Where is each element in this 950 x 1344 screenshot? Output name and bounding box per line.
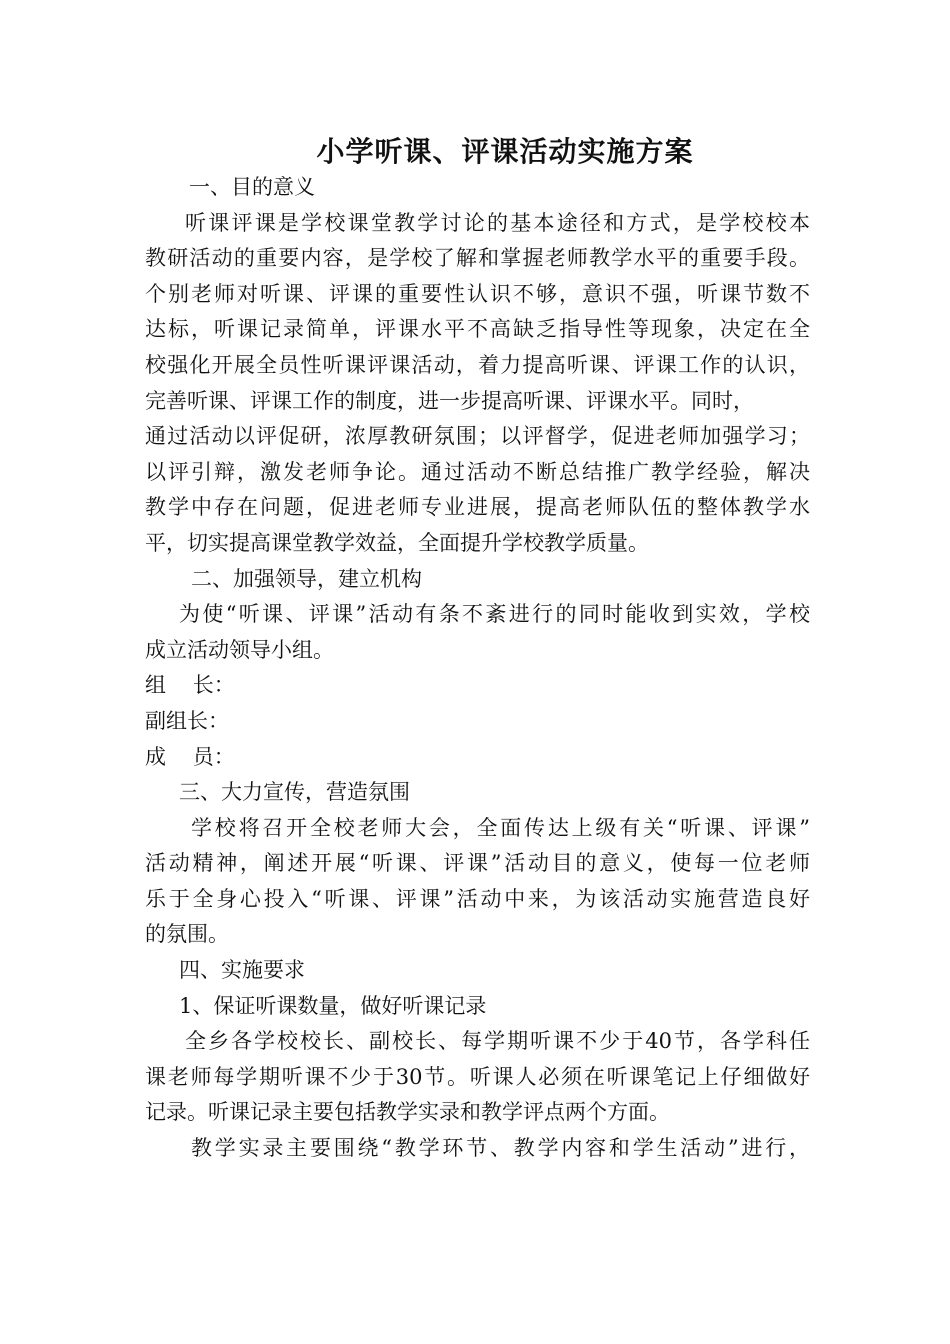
paragraph-line: 的氛围。 (145, 922, 229, 947)
section-heading-1: 一、目的意义 (189, 175, 315, 199)
paragraph-line: 听课评课是学校课堂教学讨论的基本途径和方式，是学校校本 (185, 210, 810, 235)
group-leader-label: 组 长： (145, 673, 235, 698)
paragraph-line: 校强化开展全员性听课评课活动，着力提高听课、评课工作的认识， (145, 352, 810, 377)
paragraph-line: 以评引辩，激发老师争论。通过活动不断总结推广教学经验，解决 (145, 459, 810, 484)
members-label: 成 员： (145, 744, 235, 769)
paragraph-line: 个别老师对听课、评课的重要性认识不够，意识不强，听课节数不 (145, 281, 810, 306)
document-body (145, 170, 810, 1167)
section-heading-4: 四、实施要求 (179, 958, 305, 983)
paragraph-line: 学校将召开全校老师大会，全面传达上级有关“听课、评课” (191, 815, 810, 840)
paragraph-line: 完善听课、评课工作的制度，进一步提高听课、评课水平。同时， (145, 388, 754, 413)
paragraph-line: 课老师每学期听课不少于30节。听课人必须在听课笔记上仔细做好 (145, 1064, 810, 1089)
paragraph-line: 记录。听课记录主要包括教学实录和教学评点两个方面。 (145, 1100, 670, 1125)
paragraph-line: 成立活动领导小组。 (145, 637, 334, 662)
paragraph-line: 教学中存在问题，促进老师专业进展，提高老师队伍的整体教学水 (145, 495, 810, 520)
paragraph-line: 达标，听课记录简单，评课水平不高缺乏指导性等现象，决定在全 (145, 317, 810, 342)
subsection-heading-1: 1、保证听课数量，做好听课记录 (179, 993, 487, 1018)
paragraph-line: 通过活动以评促研，浓厚教研氛围；以评督学，促进老师加强学习； (145, 424, 810, 449)
section-heading-2: 二、加强领导，建立机构 (191, 566, 422, 591)
paragraph-line: 全乡各学校校长、副校长、每学期听课不少于40节，各学科任 (185, 1029, 810, 1054)
deputy-leader-label: 副组长： (145, 708, 229, 733)
document-title: 小学听课、评课活动实施方案 (316, 135, 694, 168)
paragraph-line: 活动精神，阐述开展“听课、评课”活动目的意义，使每一位老师 (145, 851, 810, 876)
paragraph-line: 教研活动的重要内容，是学校了解和掌握老师教学水平的重要手段。 (145, 246, 810, 271)
paragraph-line: 为使“听课、评课”活动有条不紊进行的同时能收到实效，学校 (179, 602, 810, 627)
paragraph-line: 教学实录主要围绕“教学环节、教学内容和学生活动”进行， (191, 1136, 810, 1161)
section-heading-3: 三、大力宣传，营造氛围 (179, 780, 410, 805)
paragraph-line: 平，切实提高课堂教学效益，全面提升学校教学质量。 (145, 530, 649, 555)
paragraph-line: 乐于全身心投入“听课、评课”活动中来，为该活动实施营造良好 (145, 886, 810, 911)
